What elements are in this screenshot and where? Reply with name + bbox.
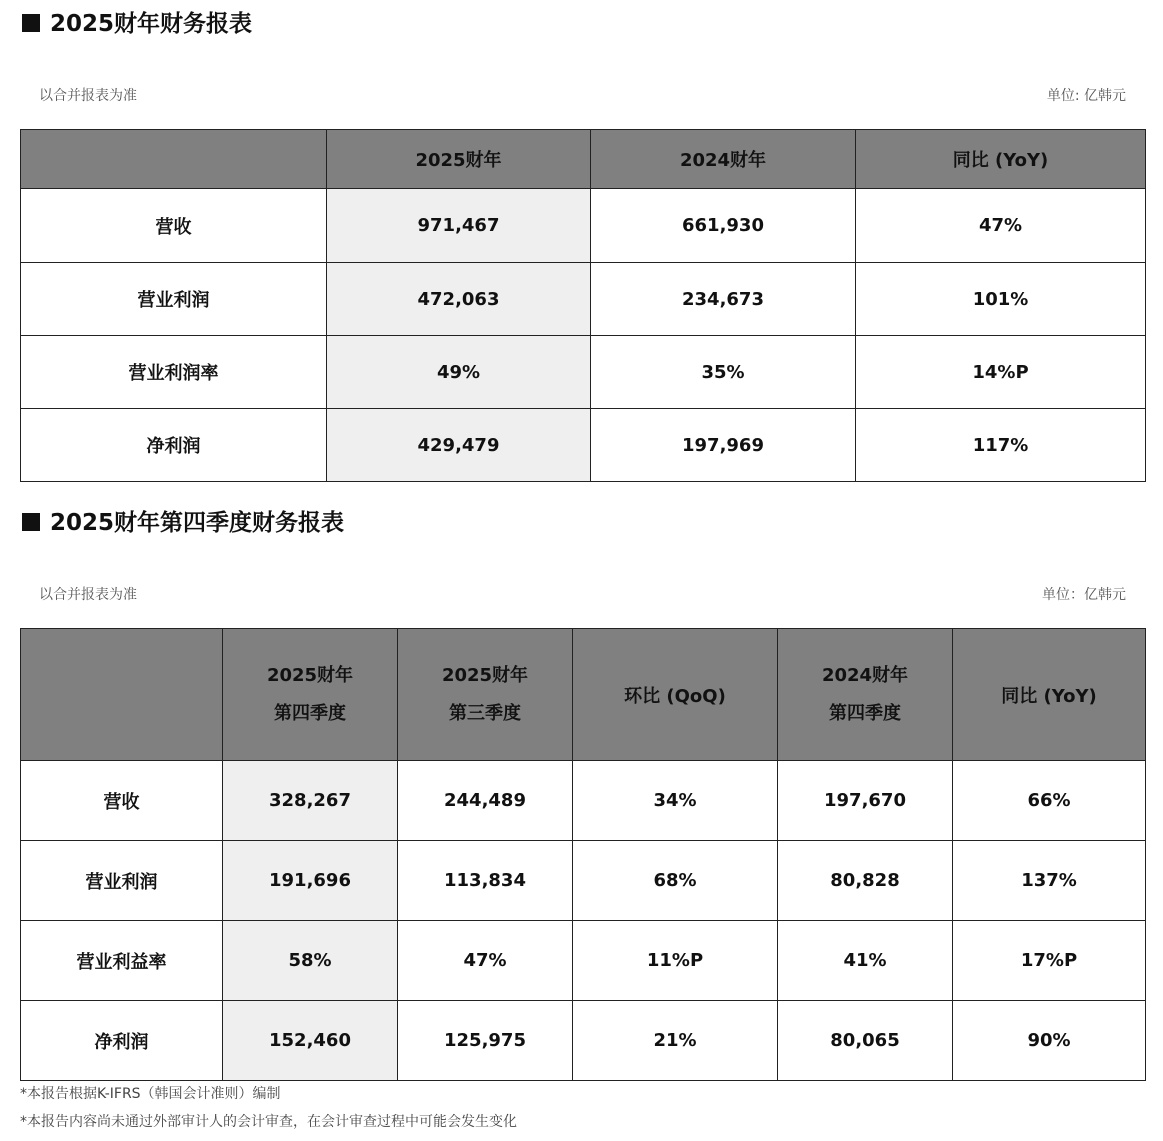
- annual-unit-note: 单位: 亿韩元: [1046, 88, 1126, 104]
- row-label: 营业利润: [21, 841, 223, 921]
- cell-qoq: 11%P: [573, 921, 778, 1001]
- header-empty: [21, 130, 327, 189]
- header-q3-2025: 2025财年 第三季度: [398, 629, 573, 761]
- row-label: 营业利益率: [21, 921, 223, 1001]
- footnote-audit: *本报告内容尚未通过外部审计人的会计审查，在会计审查过程中可能会发生变化: [20, 1114, 517, 1130]
- header-yoy: 同比 (YoY): [856, 130, 1146, 189]
- cell-fy2025: 429,479: [327, 409, 591, 482]
- table-header-row: [21, 130, 1146, 189]
- cell-q4-2025: 191,696: [223, 841, 398, 921]
- cell-fy2024: 661,930: [591, 189, 856, 263]
- cell-fy2024: 35%: [591, 336, 856, 409]
- cell-qoq: 34%: [573, 761, 778, 841]
- header-yoy: 同比 (YoY): [953, 629, 1146, 761]
- quarterly-basis-note: 以合并报表为准: [39, 587, 137, 603]
- header-fy2024: 2024财年: [591, 130, 856, 189]
- cell-yoy: 90%: [953, 1001, 1146, 1081]
- header-qoq: 环比 (QoQ): [573, 629, 778, 761]
- cell-yoy: 101%: [856, 263, 1146, 336]
- cell-q3-2025: 113,834: [398, 841, 573, 921]
- cell-q4-2025: 328,267: [223, 761, 398, 841]
- cell-q4-2025: 152,460: [223, 1001, 398, 1081]
- cell-yoy: 14%P: [856, 336, 1146, 409]
- cell-yoy: 17%P: [953, 921, 1146, 1001]
- cell-q4-2024: 41%: [778, 921, 953, 1001]
- cell-q3-2025: 244,489: [398, 761, 573, 841]
- annual-financial-table: [20, 129, 1146, 482]
- cell-q4-2024: 80,828: [778, 841, 953, 921]
- table-row: [21, 921, 1146, 1001]
- quarterly-financial-table: [20, 628, 1146, 1081]
- cell-q4-2025: 58%: [223, 921, 398, 1001]
- table-row: [21, 409, 1146, 482]
- cell-q3-2025: 125,975: [398, 1001, 573, 1081]
- header-fy2025: 2025财年: [327, 130, 591, 189]
- cell-yoy: 117%: [856, 409, 1146, 482]
- cell-qoq: 68%: [573, 841, 778, 921]
- cell-qoq: 21%: [573, 1001, 778, 1081]
- table-row: [21, 841, 1146, 921]
- table-row: [21, 336, 1146, 409]
- table-row: [21, 761, 1146, 841]
- square-bullet-icon: [22, 14, 40, 32]
- row-label: 净利润: [21, 409, 327, 482]
- cell-fy2024: 197,969: [591, 409, 856, 482]
- row-label: 营收: [21, 189, 327, 263]
- table-row: [21, 189, 1146, 263]
- cell-yoy: 137%: [953, 841, 1146, 921]
- cell-fy2025: 49%: [327, 336, 591, 409]
- row-label: 营业利润率: [21, 336, 327, 409]
- header-empty: [21, 629, 223, 761]
- table-row: [21, 1001, 1146, 1081]
- quarterly-unit-note: 单位：亿韩元: [1042, 587, 1126, 603]
- quarterly-section-title: 2025财年第四季度财务报表: [22, 509, 344, 537]
- row-label: 净利润: [21, 1001, 223, 1081]
- cell-fy2025: 971,467: [327, 189, 591, 263]
- cell-fy2024: 234,673: [591, 263, 856, 336]
- header-q4-2025: 2025财年 第四季度: [223, 629, 398, 761]
- annual-section-title: 2025财年财务报表: [22, 10, 252, 38]
- row-label: 营业利润: [21, 263, 327, 336]
- annual-basis-note: 以合并报表为准: [39, 88, 137, 104]
- cell-q3-2025: 47%: [398, 921, 573, 1001]
- cell-q4-2024: 80,065: [778, 1001, 953, 1081]
- row-label: 营收: [21, 761, 223, 841]
- cell-yoy: 47%: [856, 189, 1146, 263]
- square-bullet-icon: [22, 513, 40, 531]
- cell-yoy: 66%: [953, 761, 1146, 841]
- footnote-ifrs: *本报告根据K-IFRS（韩国会计准则）编制: [20, 1086, 281, 1102]
- cell-q4-2024: 197,670: [778, 761, 953, 841]
- table-row: [21, 263, 1146, 336]
- header-q4-2024: 2024财年 第四季度: [778, 629, 953, 761]
- table-header-row: [21, 629, 1146, 761]
- cell-fy2025: 472,063: [327, 263, 591, 336]
